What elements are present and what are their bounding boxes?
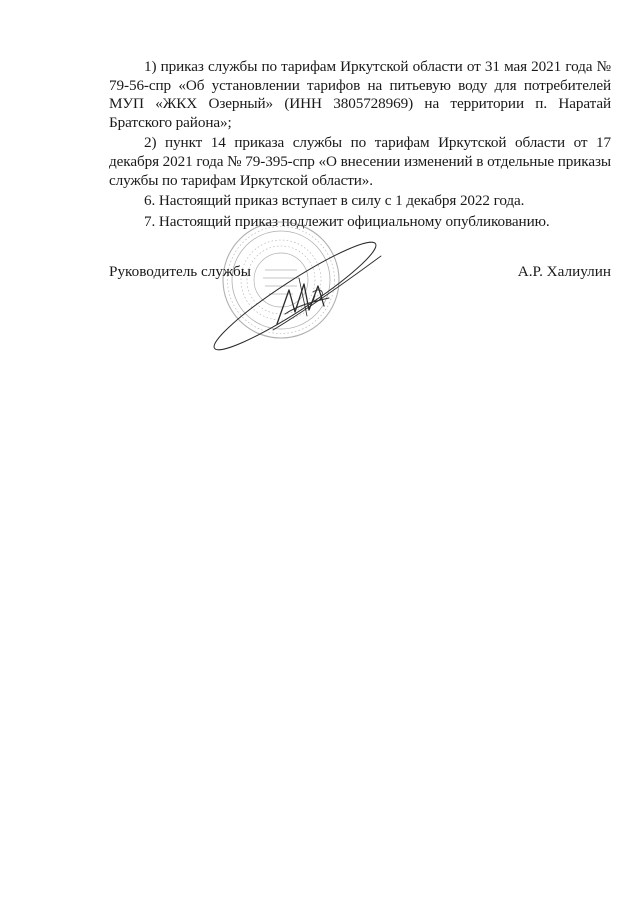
signatory-name: А.Р. Халиулин: [517, 263, 611, 280]
handwritten-signature-icon: [206, 231, 383, 353]
signature-block: [109, 263, 611, 283]
paragraph-publication: 7. Настоящий приказ подлежит официальному опубликованию.: [144, 212, 550, 230]
paragraph-item-2: 2) пункт 14 приказа службы по тарифам Иркутской области от 17 декабря 2021 года № 79-395-спр «О внесении изменений в отдельные приказы службы по тарифам Иркутской области».: [109, 134, 611, 189]
paragraph-effective-date: 6. Настоящий приказ вступает в силу с 1 декабря 2022 года.: [144, 192, 525, 210]
signatory-title: Руководитель службы: [109, 263, 251, 280]
round-seal-stamp-icon: [203, 218, 388, 353]
document-body: [109, 58, 611, 233]
paragraph-item-1: 1) приказ службы по тарифам Иркутской области от 31 мая 2021 года № 79-56-спр «Об установлении тарифов на питьевую воду для потребителей МУП «ЖКХ Озерный» (ИНН 3805728969) на территории п. Наратай Братского района»;: [109, 58, 611, 131]
